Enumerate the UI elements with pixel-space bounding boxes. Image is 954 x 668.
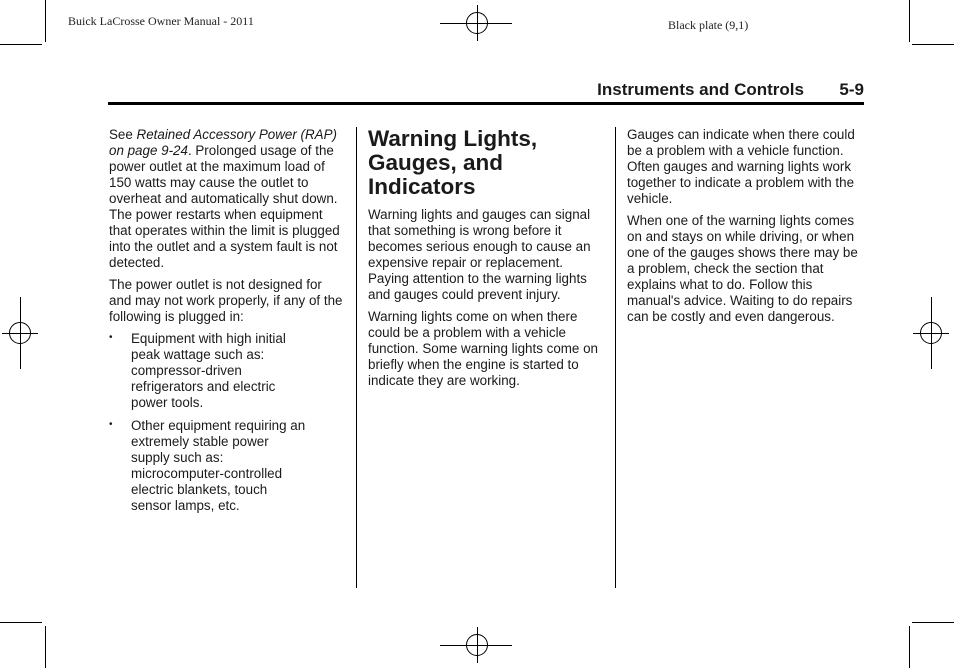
registration-line-top	[440, 23, 512, 24]
paragraph-warning-stays-on: When one of the warning lights comes on and stays on while driving, or when one of the gauges shows there may be a problem, check the section that explains what to do. Follow this manual's advice. Waiting to do repairs can be costly and even dangerous.	[627, 213, 858, 324]
column-3	[627, 127, 865, 331]
crop-mark-top-right-h	[912, 44, 954, 45]
paragraph-not-designed: The power outlet is not designed for and may not work properly, if any of the following is plugged in:	[109, 277, 343, 324]
list-item	[109, 418, 345, 514]
paragraph-text: . Prolonged usage of the power outlet at the maximum load of 150 watts may cause the outlet to overheat and automatically shut down. The power restarts when equipment that operates within the limit is plugged into the outlet and a system fault is not detected.	[109, 143, 340, 270]
column-2	[368, 127, 606, 395]
list-item	[109, 331, 345, 411]
column-1	[109, 127, 345, 521]
section-header	[108, 80, 864, 105]
column-divider-2	[615, 127, 616, 588]
paragraph-warning-lights-gauges: Warning lights and gauges can signal that something is wrong before it becomes serious enough to cause an expensive repair or replacement. Paying attention to the warning lights and gauges could prevent injury.	[368, 207, 591, 302]
page-number: 5-9	[839, 80, 864, 99]
crop-mark-top-left-h	[0, 44, 42, 45]
crop-mark-top-right-v	[909, 0, 910, 42]
list-item-text: Equipment with high initial peak wattage such as: compressor-driven refrigerators and electric power tools.	[131, 331, 286, 410]
crop-mark-bottom-right-h	[912, 622, 954, 623]
section-title: Instruments and Controls	[597, 80, 804, 99]
crop-mark-bottom-right-v	[909, 626, 910, 668]
bullet-list	[109, 331, 345, 514]
section-heading: Warning Lights, Gauges, and Indicators	[368, 126, 538, 199]
crop-mark-bottom-left-h	[0, 622, 42, 623]
manual-title: Buick LaCrosse Owner Manual - 2011	[68, 14, 254, 28]
registration-line-left	[20, 297, 21, 369]
see-text: See	[109, 127, 137, 142]
paragraph-warning-lights-come-on: Warning lights come on when there could be a problem with a vehicle function. Some warning lights come on briefly when the engine is started to indicate they are working.	[368, 309, 598, 388]
crop-mark-top-left-v	[45, 0, 46, 42]
cross-reference-link[interactable]: Retained Accessory Power (RAP) on page 9-24	[109, 127, 337, 158]
paragraph-power-outlet-usage	[109, 127, 345, 271]
crop-mark-bottom-left-v	[45, 626, 46, 668]
registration-line-bottom	[440, 645, 512, 646]
column-divider-1	[356, 127, 357, 588]
registration-line-right	[931, 297, 932, 369]
paragraph-gauges-indicate: Gauges can indicate when there could be a problem with a vehicle function. Often gauges and warning lights work together to indicate a problem with the vehicle.	[627, 127, 855, 206]
bullet-icon: •	[109, 332, 113, 343]
bullet-icon: •	[109, 419, 113, 430]
plate-label: Black plate (9,1)	[668, 18, 749, 32]
list-item-text: Other equipment requiring an extremely stable power supply such as: microcomputer-controlled electric blankets, touch sensor lamps, etc.	[131, 418, 306, 513]
